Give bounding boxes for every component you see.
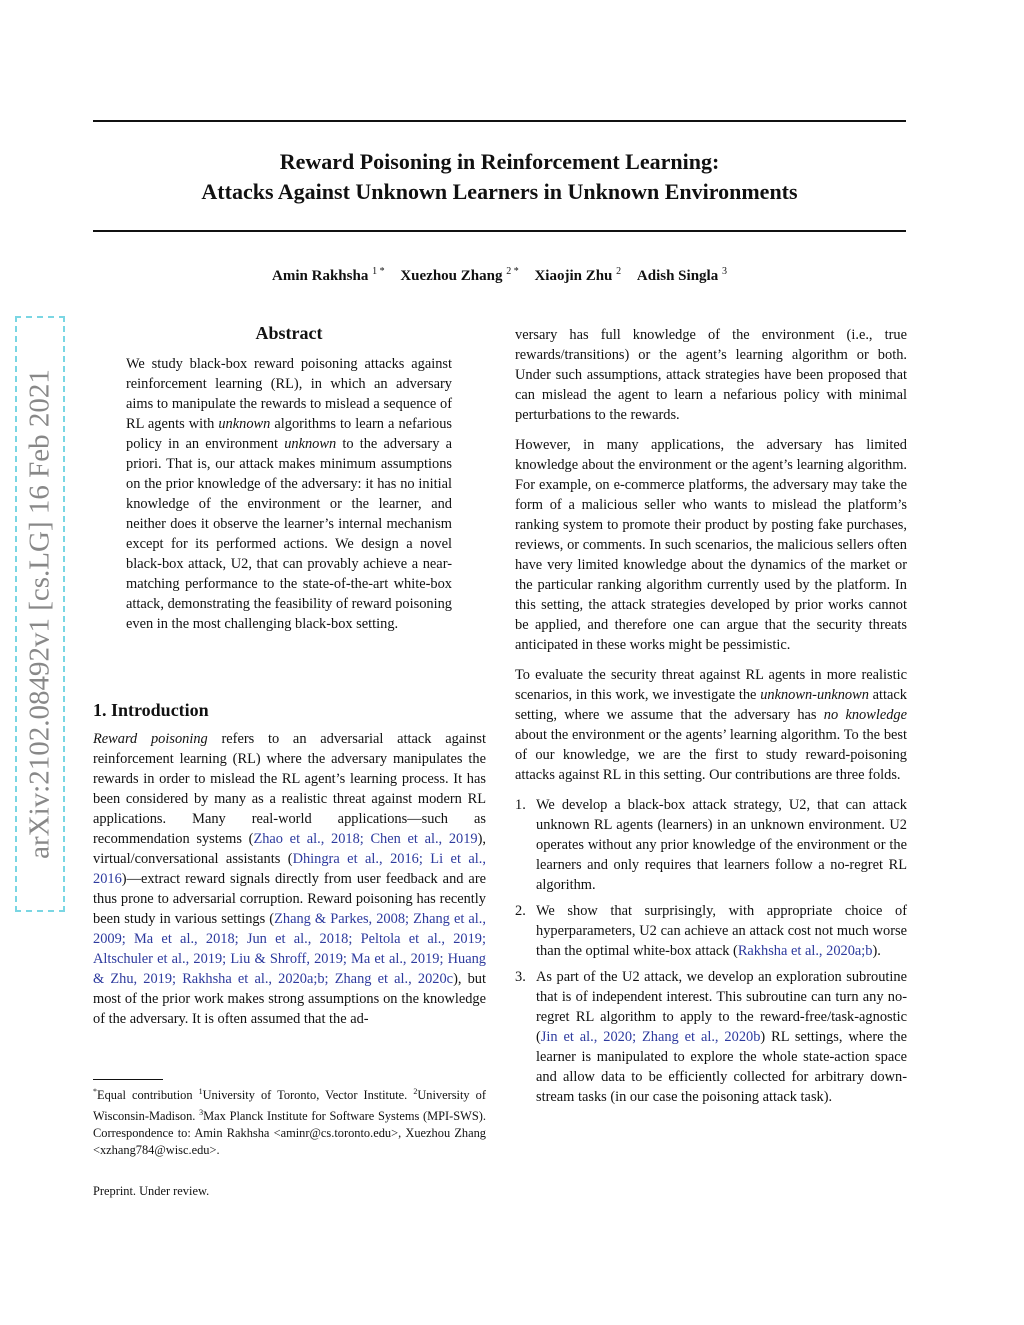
arxiv-stamp-text: arXiv:2102.08492v1 [cs.LG] 16 Feb 2021: [23, 369, 56, 859]
author-1: Amin Rakhsha $^{1 *}$: [272, 266, 385, 284]
footnote-rule: [93, 1079, 163, 1080]
right-paragraph-2: However, in many applications, the adversary has limited knowledge about the environment or the agent’s learning algorithm. For example, on e-commerce platforms, the adversary may take the form of a malicious seller who wants to mislead the platform’s ranking system to promote their product by posting fake purchases, reviews, or comments. In such scenarios, the malicious sellers often have very limited knowledge about the dynamics of the market or the particular ranking algorithm currently used by the platform. In this setting, the attack strategies developed by prior works cannot be applied, and therefore one can argue that the security threats anticipated in these works might be pessimistic.: [515, 437, 907, 653]
title-line-2: Attacks Against Unknown Learners in Unknown Environments: [201, 179, 798, 204]
abstract-heading: Abstract: [255, 323, 323, 343]
author-2: Xuezhou Zhang $^{2 *}$: [400, 266, 519, 284]
list-item: 3. As part of the U2 attack, we develop an exploration subroutine that is of independent interest. This subroutine can turn any no-regret RL algorithm to apply to the reward-free/task-agnostic (Jin et al., 2020; Zhang et al., 2020b) RL settings, where the learner is manipulated to explore the whole state-action space and allow data to be efficiently collected for arbitrary down-stream tasks (in our case the poisoning attack task).: [515, 969, 907, 1105]
citation-link[interactable]: Dhingra et al., 2016; Li et al., 2016: [93, 851, 486, 887]
author-3: Xiaojin Zhu $^2$: [534, 266, 622, 284]
author-list: [93, 266, 906, 285]
contributions-list: [515, 795, 907, 1107]
list-item: 1. We develop a black-box attack strategy, U2, that can attack unknown RL agents (learners) in an unknown environment. U2 operates without any prior knowledge of the environment or the learners and only requires that learners follow a no-regret RL algorithm.: [515, 797, 907, 893]
citation-link[interactable]: Zhang & Parkes, 2008; Zhang et al., 2009; Ma et al., 2018; Jun et al., 2018; Peltola et al., 2019; Altschuler et al., 2019; Liu & Shroff, 2019; Ma et al., 2019; Huang & Zhu, 2019; Rakhsha et al., 2020a;b; Zhang et al., 2020c: [93, 911, 486, 987]
top-rule: [93, 120, 906, 122]
arxiv-side-stamp: [15, 316, 65, 912]
citation-link[interactable]: Zhao et al., 2018; Chen et al., 2019: [253, 831, 478, 847]
title-line-1: Reward Poisoning in Reinforcement Learning:: [279, 149, 720, 174]
title-bottom-rule: [93, 230, 906, 232]
right-paragraph-3: To evaluate the security threat against RL agents in more realistic scenarios, in this work, we investigate the unknown-unknown attack setting, where we assume that the adversary has no knowledge about the environment or the agents’ learning algorithm. To the best of our knowledge, we are the first to study reward-poisoning attacks against RL in this setting. Our contributions are three folds.: [515, 667, 908, 783]
preprint-note: Preprint. Under review.: [93, 1184, 210, 1198]
intro-paragraph: Reward poisoning refers to an adversarial attack against reinforcement learning (RL) where the adversary manipulates the rewards in order to mislead the RL agent’s learning process. It has been considered by many as a realistic threat against modern RL applications. Many real-world applications—such as recommendation systems (Zhao et al., 2018; Chen et al., 2019), virtual/conversational assistants (Dhingra et al., 2016; Li et al., 2016)—extract reward signals directly from user feedback and are thus prone to adversarial corruption. Reward poisoning has recently been study in various settings (Zhang & Parkes, 2008; Zhang et al., 2009; Ma et al., 2018; Jun et al., 2018; Peltola et al., 2019; Altschuler et al., 2019; Liu & Shroff, 2019; Ma et al., 2019; Huang & Zhu, 2019; Rakhsha et al., 2020a;b; Zhang et al., 2020c), but most of the prior work makes strong assumptions on the knowledge of the adversary. It is often assumed that the ad-: [93, 731, 487, 1027]
footnote: *Equal contribution $^1$University of Toronto, Vector Institute. $^2$University of Wisconsin-Madison. $^3$Max Planck Institute for Software Systems (MPI-SWS). Correspondence to: Amin Rakhsha <aminr@cs.toronto.edu>, Xuezhou Zhang <xzhang784@wisc.edu>.: [93, 1087, 487, 1158]
citation-link[interactable]: Jin et al., 2020; Zhang et al., 2020b: [540, 1029, 761, 1045]
citation-link[interactable]: Rakhsha et al., 2020a;b: [737, 943, 873, 959]
intro-heading: 1. Introduction: [93, 700, 209, 720]
right-column: [515, 325, 907, 1113]
paper-title: [93, 147, 906, 207]
right-paragraph-1: versary has full knowledge of the environment (i.e., true rewards/transitions) or the agent’s learning algorithm or both. Under such assumptions, attack strategies have been proposed that can mislead the agent to learn a nefarious policy with minimal perturbations to the rewards.: [515, 327, 907, 423]
abstract-body: We study black-box reward poisoning attacks against reinforcement learning (RL), in which an adversary aims to manipulate the rewards to mislead a sequence of RL agents with unknown algorithms to learn a nefarious policy in an environment unknown to the adversary a priori. That is, our attack makes minimum assumptions on the prior knowledge of the adversary: it has no initial knowledge of the environment or the learner, and neither does it observe the learner’s internal mechanism except for its performed actions. We design a novel black-box attack, U2, that can provably achieve a near-matching performance to the state-of-the-art white-box attack, demonstrating the feasibility of reward poisoning even in the most challenging black-box setting.: [126, 356, 452, 632]
list-item: 2. We show that surprisingly, with appropriate choice of hyperparameters, U2 can achieve an attack cost not much worse than the optimal white-box attack (Rakhsha et al., 2020a;b).: [515, 903, 907, 959]
author-4: Adish Singla $^3$: [636, 266, 727, 284]
